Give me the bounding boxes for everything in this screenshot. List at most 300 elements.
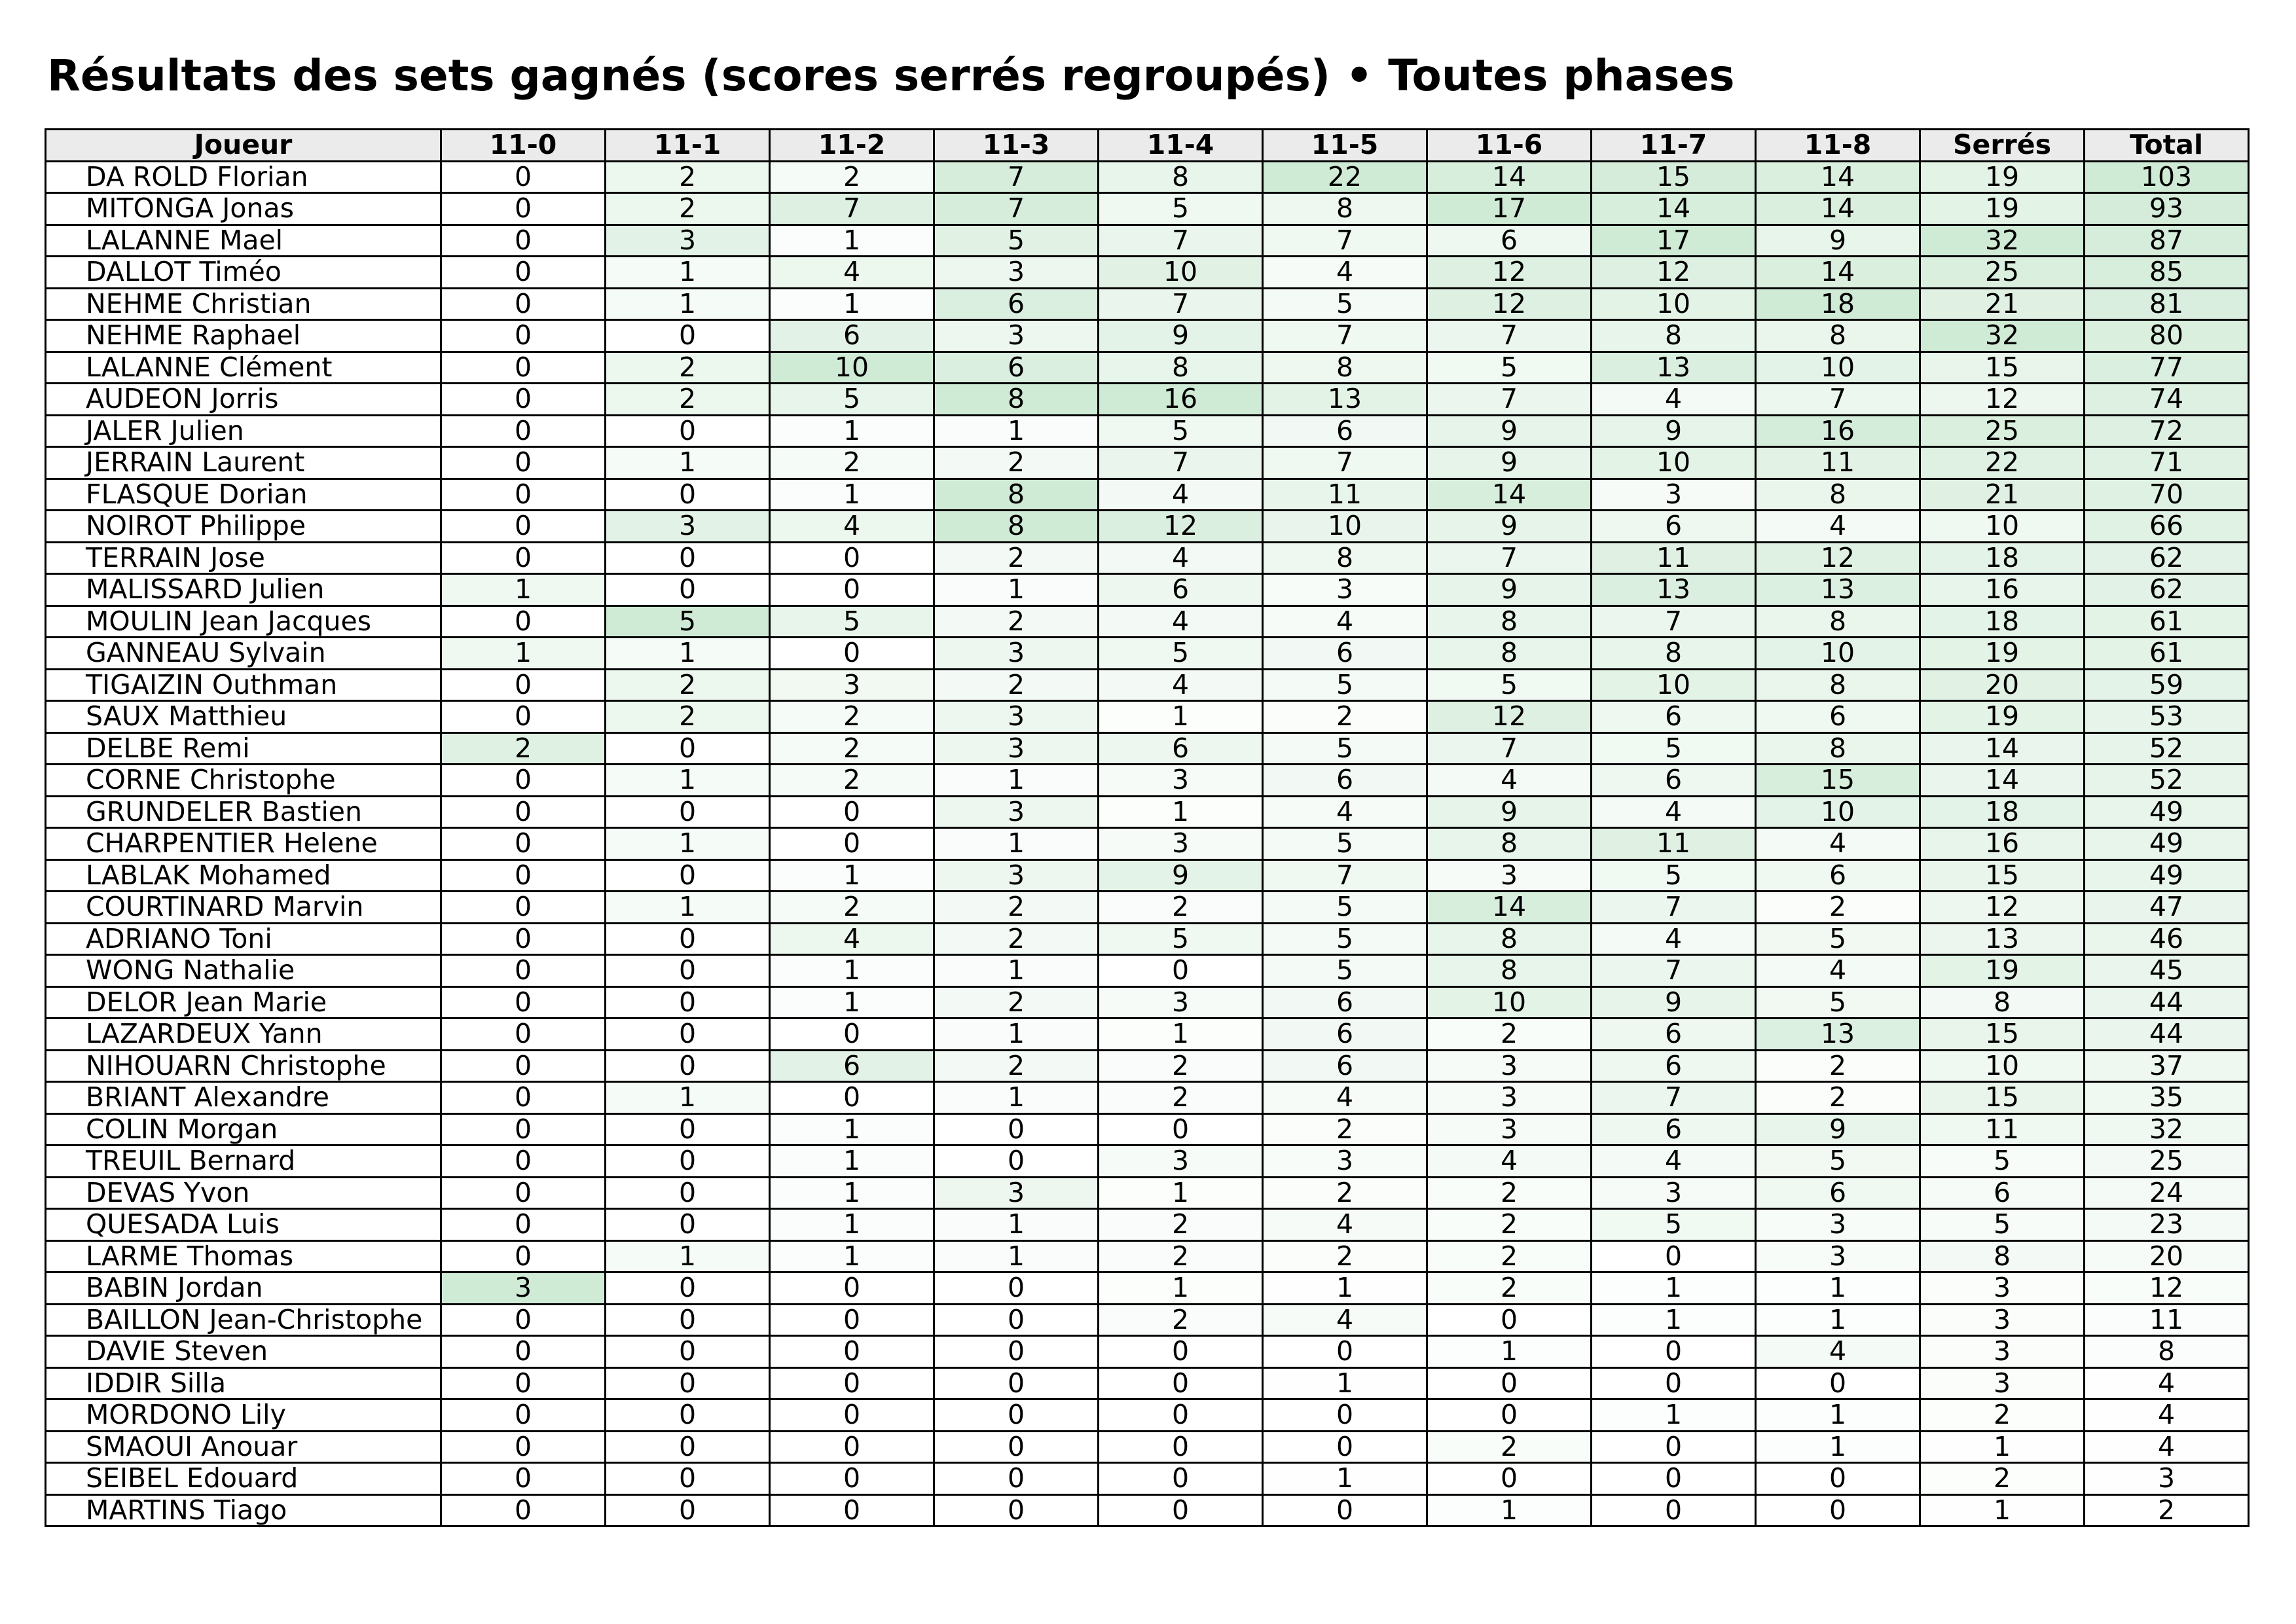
cell-11-7: 5 [1592,861,1755,891]
table-row [46,1083,2248,1113]
cell-11-4: 0 [1099,1496,1262,1526]
table-row [46,448,2248,478]
player-name-cell: NOIROT Philippe [46,511,440,541]
cell-11-1: 0 [606,797,769,827]
cell-11-3: 0 [935,1273,1097,1303]
cell-11-5: 0 [1264,1400,1426,1430]
results-table [45,128,2250,1527]
cell-serres: 20 [1921,670,2083,700]
cell-11-4: 5 [1099,194,1262,224]
cell-11-7: 7 [1592,607,1755,637]
player-name-cell: MALISSARD Julien [46,575,440,605]
cell-11-0: 0 [442,1115,604,1145]
cell-11-8: 0 [1757,1464,1919,1494]
cell-11-8: 0 [1757,1369,1919,1399]
cell-total: 87 [2085,226,2248,256]
cell-11-1: 2 [606,384,769,414]
cell-11-4: 10 [1099,257,1262,287]
cell-11-7: 11 [1592,829,1755,859]
cell-11-4: 1 [1099,797,1262,827]
cell-11-7: 0 [1592,1337,1755,1367]
cell-11-4: 9 [1099,861,1262,891]
cell-11-4: 6 [1099,575,1262,605]
cell-11-6: 0 [1428,1305,1590,1335]
cell-11-1: 0 [606,1305,769,1335]
cell-11-8: 4 [1757,956,1919,986]
cell-11-6: 8 [1428,607,1590,637]
table-row [46,1146,2248,1176]
cell-11-6: 2 [1428,1242,1590,1272]
player-name-cell: COLIN Morgan [46,1115,440,1145]
cell-11-4: 0 [1099,1369,1262,1399]
cell-11-7: 0 [1592,1464,1755,1494]
cell-11-2: 2 [771,702,933,732]
cell-11-1: 0 [606,861,769,891]
cell-11-7: 9 [1592,988,1755,1018]
table-row [46,1400,2248,1430]
cell-total: 61 [2085,607,2248,637]
cell-11-6: 12 [1428,289,1590,319]
cell-serres: 32 [1921,321,2083,351]
cell-total: 85 [2085,257,2248,287]
cell-11-2: 0 [771,1464,933,1494]
column-header-11-3: 11-3 [935,130,1097,160]
cell-11-6: 3 [1428,1083,1590,1113]
cell-serres: 16 [1921,575,2083,605]
cell-11-0: 0 [442,480,604,510]
cell-11-8: 5 [1757,924,1919,954]
cell-11-5: 7 [1264,226,1426,256]
player-name-cell: DELBE Remi [46,734,440,764]
cell-11-7: 8 [1592,638,1755,668]
cell-total: 61 [2085,638,2248,668]
cell-total: 93 [2085,194,2248,224]
table-row [46,670,2248,700]
cell-11-1: 5 [606,607,769,637]
cell-11-2: 0 [771,638,933,668]
cell-11-4: 7 [1099,226,1262,256]
cell-11-7: 7 [1592,892,1755,922]
cell-11-1: 0 [606,1337,769,1367]
cell-11-1: 0 [606,988,769,1018]
table-row [46,765,2248,795]
cell-11-3: 3 [935,702,1097,732]
cell-11-4: 5 [1099,416,1262,446]
cell-11-5: 1 [1264,1369,1426,1399]
player-name-cell: DAVIE Steven [46,1337,440,1367]
player-name-cell: LAZARDEUX Yann [46,1019,440,1049]
cell-11-7: 1 [1592,1273,1755,1303]
cell-11-0: 1 [442,638,604,668]
cell-serres: 22 [1921,448,2083,478]
cell-11-2: 2 [771,162,933,192]
cell-11-0: 0 [442,765,604,795]
cell-11-3: 1 [935,416,1097,446]
cell-11-8: 1 [1757,1305,1919,1335]
cell-11-0: 0 [442,1305,604,1335]
cell-11-3: 1 [935,956,1097,986]
cell-total: 23 [2085,1210,2248,1240]
cell-total: 80 [2085,321,2248,351]
cell-11-8: 6 [1757,861,1919,891]
table-row [46,1432,2248,1462]
cell-11-1: 1 [606,448,769,478]
cell-11-0: 0 [442,702,604,732]
cell-11-8: 8 [1757,670,1919,700]
cell-11-6: 1 [1428,1496,1590,1526]
player-name-cell: NEHME Raphael [46,321,440,351]
cell-total: 35 [2085,1083,2248,1113]
cell-11-2: 1 [771,1210,933,1240]
cell-11-2: 0 [771,1273,933,1303]
table-row [46,289,2248,319]
cell-11-1: 2 [606,702,769,732]
cell-11-2: 0 [771,1337,933,1367]
column-header-11-0: 11-0 [442,130,604,160]
cell-11-0: 0 [442,1019,604,1049]
cell-11-0: 0 [442,226,604,256]
column-header-11-2: 11-2 [771,130,933,160]
cell-11-8: 3 [1757,1210,1919,1240]
cell-11-6: 7 [1428,384,1590,414]
cell-11-7: 4 [1592,384,1755,414]
cell-serres: 2 [1921,1464,2083,1494]
cell-11-7: 10 [1592,448,1755,478]
cell-serres: 25 [1921,416,2083,446]
cell-11-6: 8 [1428,829,1590,859]
cell-11-2: 7 [771,194,933,224]
column-header-11-6: 11-6 [1428,130,1590,160]
cell-11-6: 0 [1428,1369,1590,1399]
player-name-cell: TIGAIZIN Outhman [46,670,440,700]
cell-11-0: 0 [442,1400,604,1430]
cell-11-5: 6 [1264,988,1426,1018]
column-header-11-5: 11-5 [1264,130,1426,160]
cell-11-0: 0 [442,924,604,954]
column-header-11-1: 11-1 [606,130,769,160]
player-name-cell: SAUX Matthieu [46,702,440,732]
cell-11-3: 3 [935,638,1097,668]
cell-11-4: 2 [1099,1242,1262,1272]
cell-11-1: 0 [606,1369,769,1399]
player-name-cell: GRUNDELER Bastien [46,797,440,827]
cell-11-2: 1 [771,1146,933,1176]
cell-11-0: 0 [442,1242,604,1272]
cell-11-4: 0 [1099,1464,1262,1494]
cell-11-8: 6 [1757,1178,1919,1208]
cell-serres: 10 [1921,511,2083,541]
cell-serres: 18 [1921,543,2083,573]
cell-total: 44 [2085,988,2248,1018]
cell-11-1: 0 [606,924,769,954]
cell-11-0: 0 [442,162,604,192]
cell-11-7: 10 [1592,670,1755,700]
cell-11-7: 10 [1592,289,1755,319]
cell-11-7: 6 [1592,1019,1755,1049]
cell-serres: 3 [1921,1337,2083,1367]
cell-11-1: 1 [606,257,769,287]
cell-11-3: 5 [935,226,1097,256]
player-name-cell: MORDONO Lily [46,1400,440,1430]
cell-11-6: 12 [1428,257,1590,287]
cell-11-2: 1 [771,1115,933,1145]
cell-11-2: 0 [771,1496,933,1526]
table-row [46,892,2248,922]
cell-total: 2 [2085,1496,2248,1526]
cell-11-7: 4 [1592,797,1755,827]
cell-11-0: 0 [442,416,604,446]
cell-11-2: 1 [771,416,933,446]
cell-serres: 8 [1921,988,2083,1018]
column-header-serres: Serrés [1921,130,2083,160]
cell-11-3: 1 [935,575,1097,605]
cell-total: 4 [2085,1400,2248,1430]
cell-11-5: 2 [1264,1242,1426,1272]
cell-11-8: 3 [1757,1242,1919,1272]
cell-11-4: 12 [1099,511,1262,541]
cell-serres: 15 [1921,1083,2083,1113]
table-row [46,607,2248,637]
cell-11-3: 2 [935,924,1097,954]
table-row [46,638,2248,668]
cell-11-3: 0 [935,1115,1097,1145]
table-row [46,162,2248,192]
cell-11-5: 5 [1264,892,1426,922]
cell-11-6: 4 [1428,765,1590,795]
player-name-cell: CORNE Christophe [46,765,440,795]
cell-total: 11 [2085,1305,2248,1335]
cell-11-2: 2 [771,448,933,478]
cell-11-7: 0 [1592,1369,1755,1399]
cell-11-3: 3 [935,734,1097,764]
cell-11-1: 1 [606,1242,769,1272]
cell-11-0: 0 [442,670,604,700]
table-row [46,353,2248,383]
table-row [46,734,2248,764]
cell-11-8: 2 [1757,892,1919,922]
cell-11-2: 6 [771,1051,933,1081]
cell-11-1: 1 [606,638,769,668]
cell-11-1: 0 [606,1496,769,1526]
cell-total: 72 [2085,416,2248,446]
cell-11-8: 10 [1757,797,1919,827]
player-name-cell: FLASQUE Dorian [46,480,440,510]
cell-11-8: 8 [1757,321,1919,351]
cell-11-6: 2 [1428,1432,1590,1462]
cell-11-3: 2 [935,448,1097,478]
cell-11-3: 8 [935,511,1097,541]
cell-serres: 12 [1921,384,2083,414]
cell-11-8: 1 [1757,1400,1919,1430]
player-name-cell: TERRAIN Jose [46,543,440,573]
player-name-cell: WONG Nathalie [46,956,440,986]
cell-11-5: 6 [1264,638,1426,668]
cell-11-2: 0 [771,575,933,605]
cell-11-4: 0 [1099,956,1262,986]
cell-11-4: 5 [1099,638,1262,668]
player-name-cell: DEVAS Yvon [46,1178,440,1208]
table-row [46,321,2248,351]
cell-11-6: 7 [1428,321,1590,351]
cell-11-0: 0 [442,892,604,922]
cell-11-5: 2 [1264,702,1426,732]
cell-11-2: 0 [771,829,933,859]
cell-11-7: 0 [1592,1496,1755,1526]
cell-11-4: 7 [1099,289,1262,319]
cell-11-3: 2 [935,988,1097,1018]
cell-11-2: 0 [771,1305,933,1335]
cell-11-1: 1 [606,829,769,859]
cell-11-6: 3 [1428,1051,1590,1081]
cell-11-0: 0 [442,353,604,383]
cell-total: 49 [2085,829,2248,859]
cell-total: 4 [2085,1369,2248,1399]
cell-11-0: 0 [442,829,604,859]
cell-11-2: 6 [771,321,933,351]
cell-11-7: 4 [1592,1146,1755,1176]
player-name-cell: QUESADA Luis [46,1210,440,1240]
cell-total: 103 [2085,162,2248,192]
cell-11-8: 9 [1757,1115,1919,1145]
cell-11-8: 0 [1757,1496,1919,1526]
cell-11-2: 1 [771,1242,933,1272]
cell-11-5: 4 [1264,1083,1426,1113]
cell-serres: 19 [1921,702,2083,732]
cell-11-5: 5 [1264,924,1426,954]
cell-11-5: 5 [1264,956,1426,986]
cell-11-5: 1 [1264,1464,1426,1494]
cell-11-3: 7 [935,162,1097,192]
cell-11-6: 9 [1428,575,1590,605]
cell-11-7: 7 [1592,1083,1755,1113]
cell-11-1: 0 [606,1051,769,1081]
table-row [46,1464,2248,1494]
cell-11-8: 12 [1757,543,1919,573]
cell-total: 45 [2085,956,2248,986]
player-name-cell: AUDEON Jorris [46,384,440,414]
cell-11-1: 0 [606,956,769,986]
cell-11-6: 7 [1428,543,1590,573]
cell-11-5: 7 [1264,321,1426,351]
table-row [46,797,2248,827]
cell-total: 49 [2085,861,2248,891]
cell-11-4: 6 [1099,734,1262,764]
cell-11-4: 2 [1099,1051,1262,1081]
cell-11-7: 17 [1592,226,1755,256]
cell-11-6: 2 [1428,1273,1590,1303]
cell-11-0: 0 [442,511,604,541]
cell-11-8: 5 [1757,1146,1919,1176]
cell-11-5: 6 [1264,416,1426,446]
cell-11-1: 0 [606,1210,769,1240]
cell-11-2: 2 [771,765,933,795]
cell-11-5: 8 [1264,353,1426,383]
column-header-11-7: 11-7 [1592,130,1755,160]
cell-11-7: 12 [1592,257,1755,287]
table-row [46,829,2248,859]
player-name-cell: JERRAIN Laurent [46,448,440,478]
cell-11-4: 3 [1099,1146,1262,1176]
cell-11-2: 4 [771,924,933,954]
player-name-cell: IDDIR Silla [46,1369,440,1399]
cell-11-6: 2 [1428,1178,1590,1208]
cell-11-7: 13 [1592,353,1755,383]
cell-11-6: 14 [1428,162,1590,192]
cell-11-3: 0 [935,1337,1097,1367]
cell-11-5: 6 [1264,1019,1426,1049]
cell-11-7: 1 [1592,1305,1755,1335]
cell-11-5: 5 [1264,734,1426,764]
chart-title: Résultats des sets gagnés (scores serrés regroupés) • Toutes phases [47,50,1735,101]
cell-11-6: 4 [1428,1146,1590,1176]
cell-11-0: 3 [442,1273,604,1303]
player-name-cell: ADRIANO Toni [46,924,440,954]
cell-serres: 12 [1921,892,2083,922]
table-row [46,1210,2248,1240]
player-name-cell: DELOR Jean Marie [46,988,440,1018]
table-row [46,226,2248,256]
cell-11-4: 2 [1099,1083,1262,1113]
cell-11-5: 3 [1264,575,1426,605]
cell-11-1: 3 [606,511,769,541]
cell-total: 46 [2085,924,2248,954]
cell-total: 3 [2085,1464,2248,1494]
cell-11-0: 0 [442,956,604,986]
cell-11-6: 14 [1428,892,1590,922]
cell-11-8: 4 [1757,511,1919,541]
cell-serres: 1 [1921,1432,2083,1462]
cell-11-0: 0 [442,384,604,414]
cell-11-7: 6 [1592,702,1755,732]
table-row [46,956,2248,986]
cell-11-1: 2 [606,162,769,192]
table-row [46,924,2248,954]
cell-11-4: 0 [1099,1400,1262,1430]
cell-11-7: 0 [1592,1432,1755,1462]
table-row [46,1337,2248,1367]
cell-11-8: 18 [1757,289,1919,319]
cell-11-0: 0 [442,1337,604,1367]
cell-total: 47 [2085,892,2248,922]
cell-11-0: 0 [442,797,604,827]
cell-11-5: 0 [1264,1337,1426,1367]
cell-11-4: 0 [1099,1115,1262,1145]
player-name-cell: BAILLON Jean-Christophe [46,1305,440,1335]
cell-11-5: 13 [1264,384,1426,414]
cell-11-1: 2 [606,194,769,224]
cell-total: 66 [2085,511,2248,541]
cell-11-3: 3 [935,257,1097,287]
cell-11-2: 0 [771,1400,933,1430]
cell-11-4: 3 [1099,988,1262,1018]
cell-11-4: 9 [1099,321,1262,351]
cell-11-2: 0 [771,797,933,827]
cell-11-1: 0 [606,416,769,446]
cell-11-7: 6 [1592,765,1755,795]
cell-11-7: 5 [1592,1210,1755,1240]
cell-11-0: 0 [442,607,604,637]
cell-11-0: 1 [442,575,604,605]
cell-11-4: 1 [1099,1178,1262,1208]
cell-11-2: 1 [771,289,933,319]
cell-11-0: 0 [442,1369,604,1399]
cell-11-0: 0 [442,988,604,1018]
cell-11-4: 8 [1099,162,1262,192]
cell-serres: 2 [1921,1400,2083,1430]
cell-11-1: 0 [606,575,769,605]
cell-serres: 15 [1921,861,2083,891]
cell-total: 77 [2085,353,2248,383]
